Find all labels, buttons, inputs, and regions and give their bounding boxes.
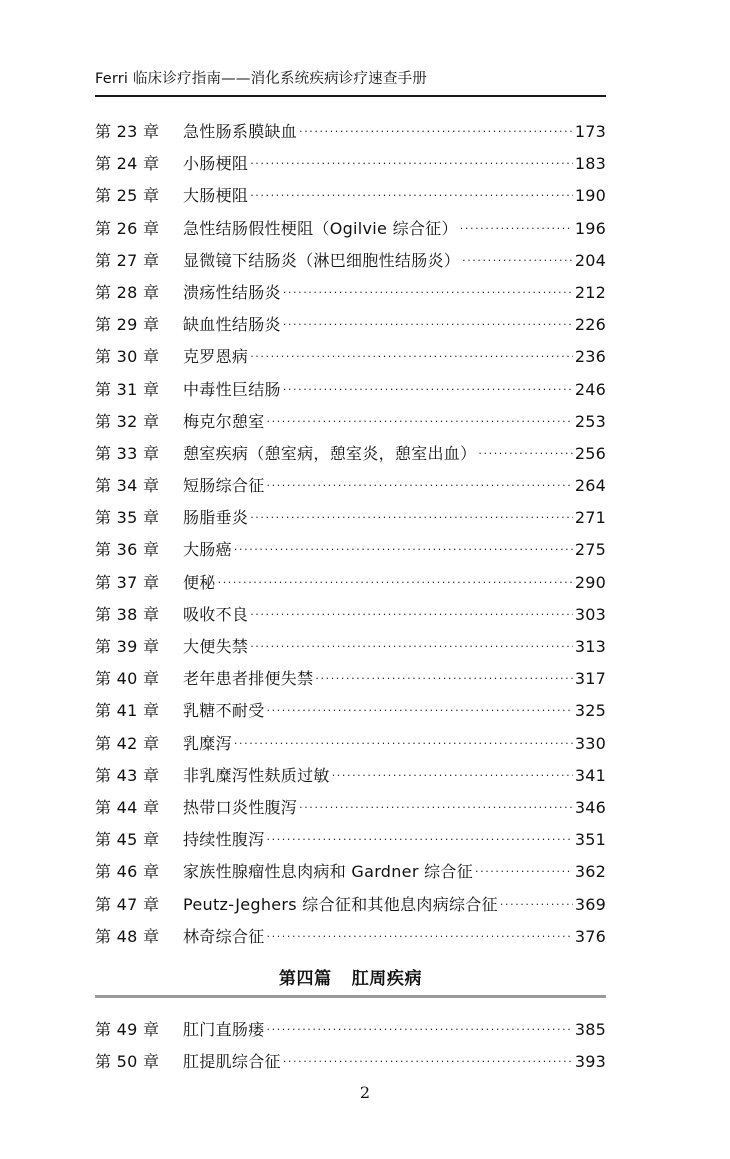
toc-entry[interactable] <box>95 474 606 506</box>
toc-entry[interactable] <box>95 442 606 474</box>
dot-leader <box>475 860 573 884</box>
toc-entry[interactable] <box>95 635 606 667</box>
chapter-title: 吸收不良 <box>183 604 249 624</box>
header-divider <box>95 95 606 97</box>
chapter-number: 第 43 章 <box>95 765 160 785</box>
toc-entry[interactable] <box>95 1050 606 1082</box>
page-reference: 275 <box>574 540 606 560</box>
chapter-number: 第 38 章 <box>95 604 160 624</box>
part-number: 第四篇 <box>278 969 332 989</box>
page-reference: 271 <box>574 508 606 528</box>
part-name: 肛周疾病 <box>351 969 423 989</box>
toc-entry[interactable] <box>95 184 606 216</box>
page-reference: 376 <box>574 926 606 946</box>
chapter-title: 急性肠系膜缺血 <box>183 122 298 141</box>
chapter-title: 短肠综合征 <box>183 476 265 496</box>
page-reference: 190 <box>574 186 606 206</box>
chapter-title: 肛门直肠瘘 <box>183 1020 265 1039</box>
toc-entry[interactable] <box>95 860 606 892</box>
toc-entry[interactable] <box>95 410 606 442</box>
page-reference: 290 <box>574 572 606 592</box>
chapter-number: 第 33 章 <box>95 443 160 463</box>
chapter-title: Peutz-Jeghers 综合征和其他息肉病综合征 <box>183 894 498 914</box>
dot-leader <box>267 474 573 498</box>
chapter-title: 乳糖不耐受 <box>183 701 265 721</box>
chapter-title: 热带口炎性腹泻 <box>183 797 298 817</box>
dot-leader <box>267 925 573 949</box>
page-reference: 264 <box>574 476 606 496</box>
chapter-number: 第 37 章 <box>95 572 160 592</box>
chapter-title: 乳糜泻 <box>183 733 232 753</box>
toc-entry[interactable] <box>95 796 606 828</box>
chapter-number: 第 50 章 <box>95 1052 160 1072</box>
chapter-title: 急性结肠假性梗阻（Ogilvie 综合征） <box>183 218 458 238</box>
chapter-number: 第 28 章 <box>95 282 160 302</box>
page-reference: 393 <box>574 1052 606 1072</box>
page-reference: 325 <box>574 701 606 721</box>
chapter-title: 克罗恩病 <box>183 347 249 367</box>
chapter-number: 第 32 章 <box>95 411 160 431</box>
toc-entry[interactable] <box>95 893 606 925</box>
page-reference: 212 <box>574 282 606 302</box>
chapter-number: 第 39 章 <box>95 637 160 656</box>
chapter-title: 大便失禁 <box>183 637 249 656</box>
dot-leader <box>267 1018 573 1042</box>
page-reference: 246 <box>574 379 606 399</box>
dot-leader <box>250 345 573 369</box>
dot-leader <box>267 410 573 434</box>
dot-leader <box>250 635 573 659</box>
toc-entry[interactable] <box>95 1018 606 1050</box>
toc-entry[interactable] <box>95 378 606 410</box>
chapter-number: 第 35 章 <box>95 508 160 528</box>
chapter-number: 第 34 章 <box>95 476 160 496</box>
chapter-number: 第 44 章 <box>95 797 160 817</box>
dot-leader <box>500 893 573 917</box>
chapter-title: 老年患者排便失禁 <box>183 669 314 689</box>
chapter-title: 大肠癌 <box>183 540 232 560</box>
chapter-title: 肠脂垂炎 <box>183 508 249 528</box>
toc-entry[interactable] <box>95 281 606 313</box>
dot-leader <box>478 442 572 466</box>
chapter-title: 肛提肌综合征 <box>183 1052 281 1072</box>
toc-entry[interactable] <box>95 603 606 635</box>
page-reference: 346 <box>574 797 606 817</box>
chapter-number: 第 31 章 <box>95 379 160 399</box>
dot-leader <box>283 1050 573 1074</box>
chapter-number: 第 24 章 <box>95 154 160 174</box>
page-number: 2 <box>359 1083 371 1102</box>
toc-entry[interactable] <box>95 732 606 764</box>
dot-leader <box>250 184 573 208</box>
toc-entry[interactable] <box>95 828 606 860</box>
dot-leader <box>299 120 573 144</box>
dot-leader <box>250 603 573 627</box>
chapter-number: 第 26 章 <box>95 218 160 238</box>
page-reference: 256 <box>574 443 606 463</box>
chapter-number: 第 47 章 <box>95 894 160 914</box>
chapter-title: 持续性腹泻 <box>183 830 265 850</box>
chapter-title: 显微镜下结肠炎（淋巴细胞性结肠炎） <box>183 250 461 270</box>
dot-leader <box>250 506 573 530</box>
dot-leader <box>218 571 573 595</box>
chapter-title: 梅克尔憩室 <box>183 411 265 431</box>
chapter-number: 第 27 章 <box>95 250 160 270</box>
toc-entry[interactable] <box>95 538 606 570</box>
dot-leader <box>267 828 573 852</box>
toc-entry[interactable] <box>95 249 606 281</box>
chapter-number: 第 23 章 <box>95 122 160 141</box>
chapter-title: 大肠梗阻 <box>183 186 249 206</box>
chapter-number: 第 25 章 <box>95 186 160 206</box>
page-reference: 313 <box>574 637 606 656</box>
page-reference: 369 <box>574 894 606 914</box>
chapter-title: 家族性腺瘤性息肉病和 Gardner 综合征 <box>183 862 473 882</box>
table-of-contents-part4 <box>95 1018 606 1082</box>
toc-entry[interactable] <box>95 764 606 796</box>
page-reference: 351 <box>574 830 606 850</box>
page-reference: 173 <box>574 122 606 141</box>
page-reference: 317 <box>574 669 606 689</box>
dot-leader <box>460 217 573 241</box>
page-reference: 253 <box>574 411 606 431</box>
chapter-number: 第 42 章 <box>95 733 160 753</box>
dot-leader <box>267 699 573 723</box>
chapter-title: 憩室疾病（憩室病，憩室炎，憩室出血） <box>183 443 477 463</box>
chapter-number: 第 30 章 <box>95 347 160 367</box>
dot-leader <box>250 152 573 176</box>
chapter-number: 第 40 章 <box>95 669 160 689</box>
dot-leader <box>315 667 572 691</box>
page-reference: 362 <box>574 862 606 882</box>
toc-entry[interactable] <box>95 506 606 538</box>
toc-entry[interactable] <box>95 667 606 699</box>
dot-leader <box>283 281 573 305</box>
chapter-number: 第 29 章 <box>95 315 160 335</box>
page-reference: 303 <box>574 604 606 624</box>
toc-entry[interactable] <box>95 571 606 603</box>
dot-leader <box>283 378 573 402</box>
dot-leader <box>234 538 573 562</box>
running-header: Ferri 临床诊疗指南——消化系统疾病诊疗速查手册 <box>95 71 427 87</box>
chapter-number: 第 49 章 <box>95 1020 160 1039</box>
page-reference: 196 <box>574 218 606 238</box>
page-reference: 183 <box>574 154 606 174</box>
toc-entry[interactable] <box>95 217 606 249</box>
page-reference: 204 <box>574 250 606 270</box>
chapter-number: 第 36 章 <box>95 540 160 560</box>
toc-entry[interactable] <box>95 152 606 184</box>
dot-leader <box>462 249 573 273</box>
page-reference: 341 <box>574 765 606 785</box>
table-of-contents <box>95 120 606 957</box>
page-reference: 236 <box>574 347 606 367</box>
toc-entry[interactable] <box>95 120 606 152</box>
dot-leader <box>283 313 573 337</box>
page-reference: 330 <box>574 733 606 753</box>
chapter-number: 第 45 章 <box>95 830 160 850</box>
page-reference: 226 <box>574 315 606 335</box>
chapter-title: 溃疡性结肠炎 <box>183 282 281 302</box>
chapter-title: 小肠梗阻 <box>183 154 249 174</box>
chapter-number: 第 41 章 <box>95 701 160 721</box>
chapter-title: 中毒性巨结肠 <box>183 379 281 399</box>
toc-entry[interactable] <box>95 345 606 377</box>
part-divider <box>95 995 606 998</box>
chapter-title: 林奇综合征 <box>183 926 265 946</box>
dot-leader <box>234 732 573 756</box>
chapter-number: 第 48 章 <box>95 926 160 946</box>
chapter-title: 便秘 <box>183 572 216 592</box>
page-reference: 385 <box>574 1020 606 1039</box>
part-heading <box>95 967 606 991</box>
dot-leader <box>299 796 573 820</box>
dot-leader <box>332 764 573 788</box>
toc-entry[interactable] <box>95 925 606 957</box>
toc-entry[interactable] <box>95 699 606 731</box>
chapter-title: 非乳糜泻性麸质过敏 <box>183 765 330 785</box>
chapter-title: 缺血性结肠炎 <box>183 315 281 335</box>
chapter-number: 第 46 章 <box>95 862 160 882</box>
toc-entry[interactable] <box>95 313 606 345</box>
